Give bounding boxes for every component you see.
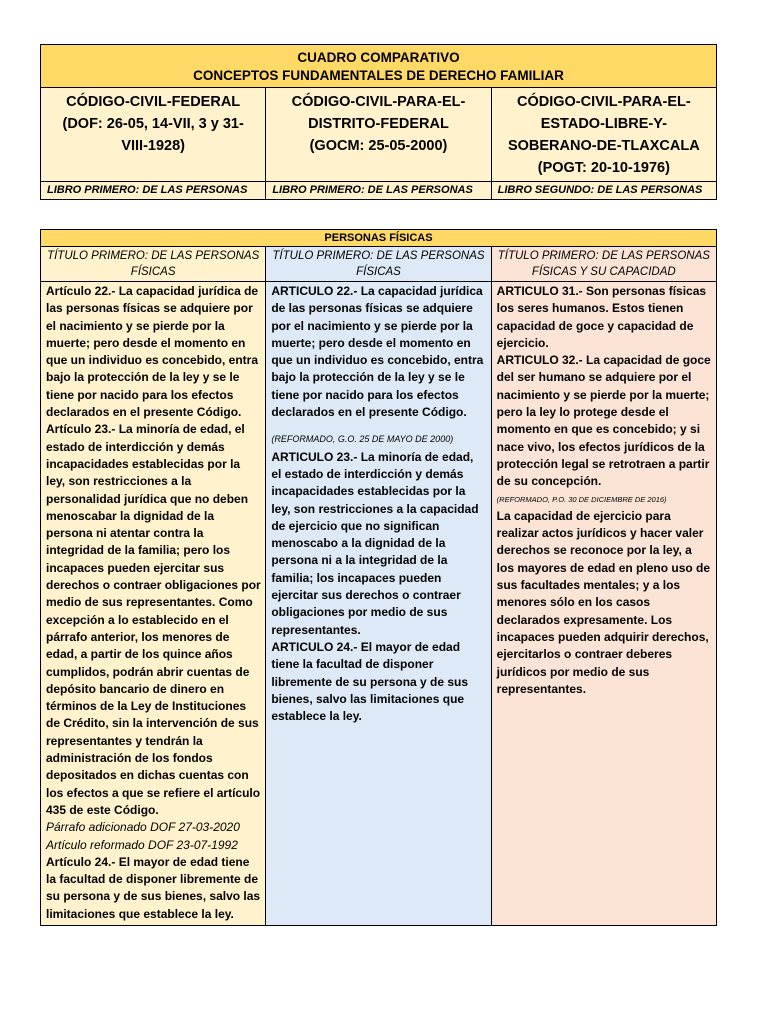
article-text: La capacidad jurídica de las personas físicas se adquiere por el nacimiento y se pierde por la muerte; pero desde el momento en que un individuo es concebido, entra bajo la protección de la ley y se le tiene por nacido para los efectos declarados en el presente Código. (46, 284, 259, 420)
reform-note: Artículo reformado DOF 23-07-1992 (46, 837, 238, 852)
book-label-distrito-federal: LIBRO PRIMERO: DE LAS PERSONAS (266, 182, 491, 200)
titulo-distrito-federal (266, 247, 491, 282)
article-22 (271, 283, 486, 421)
titulo-line: TÍTULO PRIMERO: DE LAS PERSONAS (272, 250, 485, 262)
articles-distrito-federal (266, 282, 491, 926)
article-31 (497, 283, 712, 352)
code-line: DISTRITO-FEDERAL (308, 116, 449, 132)
code-line: ESTADO-LIBRE-Y- (540, 116, 667, 132)
article-label: Artículo 22.- (46, 284, 116, 298)
article-label: ARTICULO 31.- (496, 284, 583, 298)
code-line: (DOF: 26-05, 14-VII, 3 y 31- (62, 116, 244, 132)
article-label: Artículo 23.- (46, 422, 116, 437)
article-32-paragraph: La capacidad de ejercicio para realizar actos jurídicos y hacer valer derechos se reconoce por la ley, a los mayores de edad en pleno uso de sus facultades mentales; y a los menores sólo en los casos declarados expresamente. Los incapaces pueden adquirir derechos, ejercitarlos o contraer deberes jurídicos por medio de sus representantes. (496, 508, 711, 696)
article-text: Son personas físicas los seres humanos. Estos tienen capacidad de goce y capacidad de ejercicio. (496, 284, 707, 350)
personas-fisicas-table (40, 229, 717, 926)
titulo-federal (41, 247, 266, 282)
code-header-tlaxcala (491, 88, 716, 182)
code-line: CÓDIGO-CIVIL-FEDERAL (66, 94, 241, 110)
section-title: PERSONAS FÍSICAS (41, 230, 717, 247)
article-22 (46, 283, 261, 421)
article-24 (271, 639, 486, 725)
article-24 (46, 854, 261, 923)
titulo-line: TÍTULO PRIMERO: DE LAS PERSONAS (497, 250, 710, 262)
article-23 (271, 449, 486, 639)
document-title (41, 45, 717, 88)
article-label: ARTICULO 32.- (496, 353, 583, 368)
article-label: ARTICULO 24.- (271, 639, 358, 654)
code-line: CÓDIGO-CIVIL-PARA-EL- (516, 94, 691, 110)
article-text: La capacidad de goce del ser humano se adquiere por el nacimiento y se pierde por la muerte; pero la ley lo protege desde el momento en que es concebido; y si nace vivo, los efectos jurídicos de la protección legal se retrotraen a partir de su concepción. (496, 353, 711, 489)
article-text: La minoría de edad, el estado de interdicción y demás incapacidades establecidas por la ley, son restricciones a la capacidad de ejercicio que no significan menoscabo a la dignidad de la persona ni a la integridad de la familia; los incapaces pueden ejercitar sus derechos o contraer obligaciones por medio de sus representantes. (271, 449, 479, 637)
article-23 (46, 421, 261, 819)
code-line: SOBERANO-DE-TLAXCALA (507, 138, 700, 154)
code-header-federal (41, 88, 266, 182)
article-text: La capacidad jurídica de las personas físicas se adquiere por el nacimiento y se pierde por la muerte; pero desde el momento en que un individuo es concebido, entra bajo la protección de la ley y se le tiene por nacido para los efectos declarados en el presente Código. (271, 284, 484, 420)
article-32 (497, 352, 712, 490)
code-header-distrito-federal (266, 88, 491, 182)
title-line-2: CONCEPTOS FUNDAMENTALES DE DERECHO FAMILIAR (193, 68, 564, 83)
code-line: (POGT: 20-10-1976) (537, 160, 670, 176)
reform-note: Párrafo adicionado DOF 27-03-2020 (46, 820, 240, 835)
titulo-line: FÍSICAS Y SU CAPACIDAD (531, 266, 676, 278)
articles-federal (41, 282, 266, 926)
article-label: ARTICULO 23.- (271, 449, 358, 464)
comparative-header-table (40, 44, 717, 200)
reform-note: (REFORMADO, G.O. 25 DE MAYO DE 2000) (271, 434, 454, 445)
titulo-tlaxcala (491, 247, 716, 282)
code-line: VIII-1928) (121, 138, 185, 154)
book-label-tlaxcala: LIBRO SEGUNDO: DE LAS PERSONAS (491, 182, 716, 200)
article-label: ARTICULO 22.- (271, 284, 358, 298)
book-label-federal: LIBRO PRIMERO: DE LAS PERSONAS (41, 182, 266, 200)
title-line-1: CUADRO COMPARATIVO (297, 50, 460, 65)
titulo-line: TÍTULO PRIMERO: DE LAS PERSONAS (47, 250, 260, 262)
titulo-line: FÍSICAS (130, 266, 176, 278)
article-label: Artículo 24.- (46, 854, 116, 869)
reform-note: (REFORMADO, P.O. 30 DE DICIEMBRE DE 2016) (496, 494, 667, 504)
code-line: (GOCM: 25-05-2000) (309, 138, 448, 154)
code-line: CÓDIGO-CIVIL-PARA-EL- (291, 94, 466, 110)
article-text: El mayor de edad tiene la facultad de disponer libremente de su persona y de sus bienes, salvo las limitaciones que establece la ley. (46, 854, 261, 921)
article-text: El mayor de edad tiene la facultad de disponer libremente de su persona y de sus bienes, salvo las limitaciones que establece la ley. (271, 639, 469, 724)
titulo-line: FÍSICAS (356, 266, 401, 278)
articles-tlaxcala (491, 282, 716, 926)
article-text: La minoría de edad, el estado de interdicción y demás incapacidades establecidas por la ley, son restricciones a la personalidad jurídica que no deben menoscabar la dignidad de la persona ni atentar contra la integridad de la familia; pero los incapaces pueden ejercitar sus derechos o contraer obligaciones por medio de sus representantes. Como excepción a lo establecido en el párrafo anterior, los menores de edad, a partir de los quince años cumplidos, podrán abrir cuentas de depósito bancario de dinero en términos de la Ley de Instituciones de Crédito, sin la intervención de sus representantes y tendrán la administración de los fondos depositados en dichas cuentas con los efectos a que se refiere el artículo 435 de este Código. (46, 422, 261, 817)
